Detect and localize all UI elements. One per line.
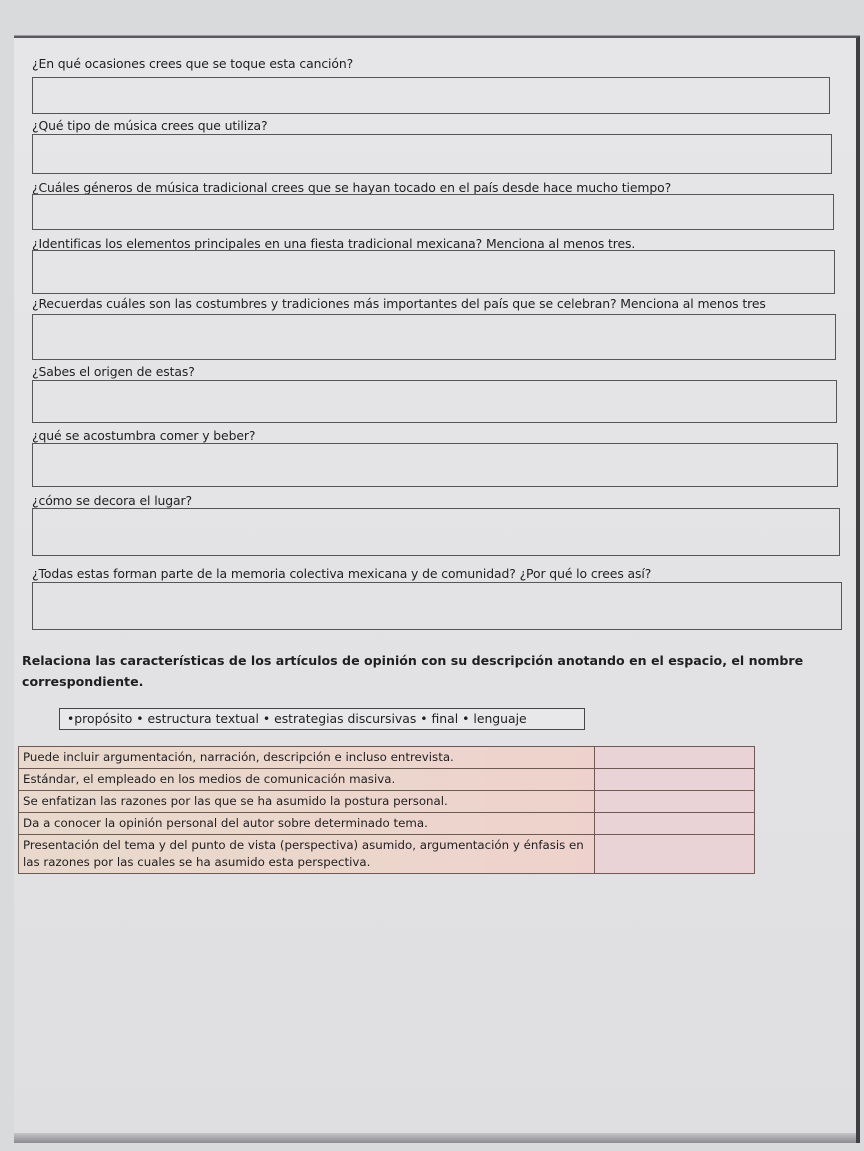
row-answer-cell[interactable] xyxy=(595,747,755,769)
answer-box-4[interactable] xyxy=(32,250,835,294)
matching-table xyxy=(18,746,755,874)
question-9: ¿Todas estas forman parte de la memoria colectiva mexicana y de comunidad? ¿Por qué lo crees así? xyxy=(32,566,652,581)
question-1: ¿En qué ocasiones crees que se toque esta canción? xyxy=(32,56,354,71)
row-description: Puede incluir argumentación, narración, descripción e incluso entrevista. xyxy=(19,747,595,769)
answer-box-5[interactable] xyxy=(32,314,836,360)
answer-box-9[interactable] xyxy=(32,582,842,630)
answer-box-7[interactable] xyxy=(32,443,838,487)
answer-box-1[interactable] xyxy=(32,77,830,114)
row-answer-cell[interactable] xyxy=(595,813,755,835)
question-2: ¿Qué tipo de música crees que utiliza? xyxy=(32,118,268,133)
question-7: ¿qué se acostumbra comer y beber? xyxy=(32,428,256,443)
table-row xyxy=(19,747,755,769)
question-3: ¿Cuáles géneros de música tradicional crees que se hayan tocado en el país desde hace mucho tiempo? xyxy=(32,180,672,195)
row-description: Estándar, el empleado en los medios de comunicación masiva. xyxy=(19,769,595,791)
answer-box-6[interactable] xyxy=(32,380,837,423)
page-bottom-edge xyxy=(14,1133,856,1143)
worksheet-page xyxy=(14,36,860,1143)
word-bank: •propósito • estructura textual • estrategias discursivas • final • lenguaje xyxy=(59,708,585,730)
row-description: Da a conocer la opinión personal del autor sobre determinado tema. xyxy=(19,813,595,835)
question-6: ¿Sabes el origen de estas? xyxy=(32,364,195,379)
row-answer-cell[interactable] xyxy=(595,769,755,791)
answer-box-2[interactable] xyxy=(32,134,832,174)
row-description: Presentación del tema y del punto de vista (perspectiva) asumido, argumentación y énfasis en las razones por las cuales se ha asumido esta perspectiva. xyxy=(19,835,595,874)
row-answer-cell[interactable] xyxy=(595,835,755,874)
question-5: ¿Recuerdas cuáles son las costumbres y tradiciones más importantes del país que se celebran? Menciona al menos tres xyxy=(32,296,766,311)
table-row xyxy=(19,791,755,813)
question-4: ¿Identificas los elementos principales en una fiesta tradicional mexicana? Menciona al menos tres. xyxy=(32,236,636,251)
answer-box-8[interactable] xyxy=(32,508,840,556)
table-row xyxy=(19,835,755,874)
row-description: Se enfatizan las razones por las que se ha asumido la postura personal. xyxy=(19,791,595,813)
row-answer-cell[interactable] xyxy=(595,791,755,813)
matching-instruction: Relaciona las características de los artículos de opinión con su descripción anotando en el espacio, el nombre correspondiente. xyxy=(22,653,804,689)
table-row xyxy=(19,769,755,791)
table-row xyxy=(19,813,755,835)
answer-box-3[interactable] xyxy=(32,194,834,230)
question-8: ¿cómo se decora el lugar? xyxy=(32,493,193,508)
